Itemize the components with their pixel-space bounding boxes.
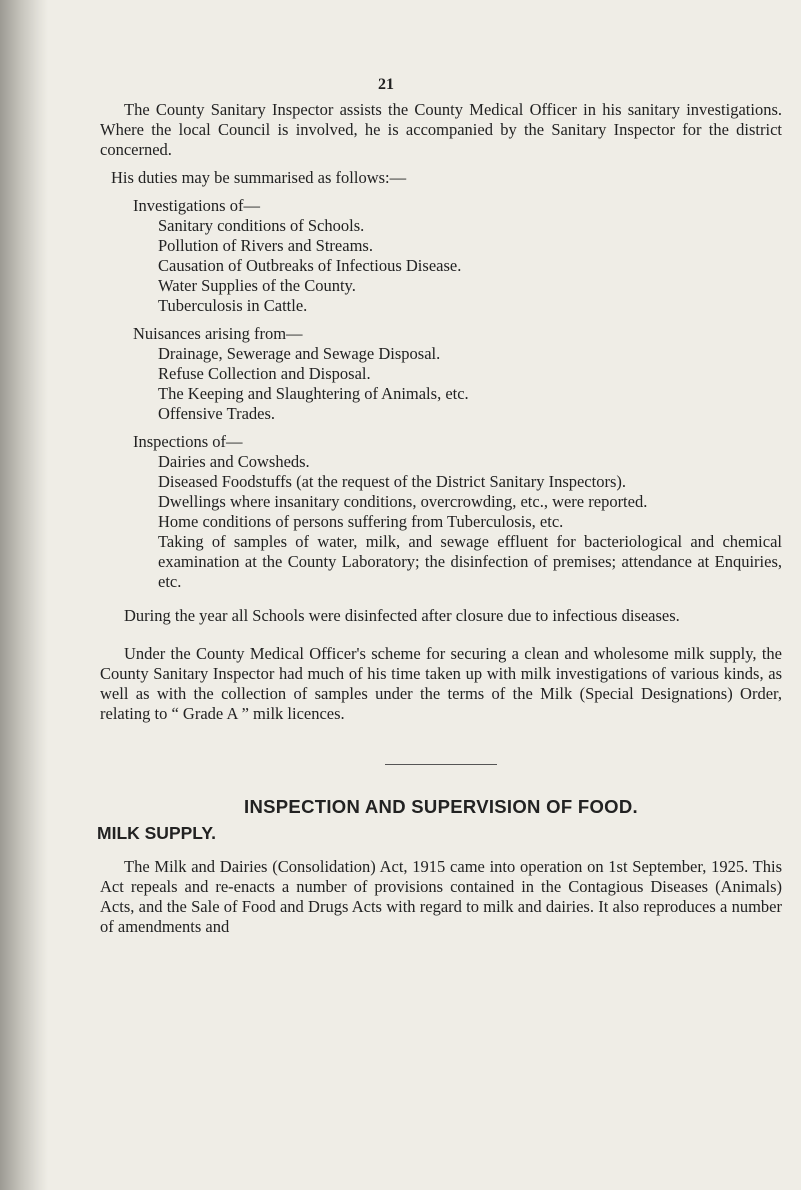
- list-item: Drainage, Sewerage and Sewage Disposal.: [158, 344, 441, 363]
- list-item: Refuse Collection and Disposal.: [158, 364, 371, 383]
- list-item: Diseased Foodstuffs (at the request of the District Sanitary Inspectors).: [158, 472, 627, 491]
- list-item: Sanitary conditions of Schools.: [158, 216, 365, 235]
- list-item: Dairies and Cowsheds.: [158, 452, 310, 471]
- list-item: Pollution of Rivers and Streams.: [158, 236, 373, 255]
- list-item: The Keeping and Slaughtering of Animals, etc.: [158, 384, 469, 403]
- disinfection-paragraph: During the year all Schools were disinfected after closure due to infectious diseases.: [124, 606, 680, 625]
- section-divider: [385, 764, 497, 765]
- milk-act-paragraph: The Milk and Dairies (Consolidation) Act, 1915 came into operation on 1st September, 1925. This Act repeals and re-enacts a number of provisions contained in the Contagious Diseases (Animals) Acts, and the Sale of Food and Drugs Acts with regard to milk and dairies. It also reproduces a number of amendments and: [100, 857, 782, 936]
- scan-binding-shadow: [0, 0, 48, 1190]
- nuisances-heading: Nuisances arising from—: [133, 324, 303, 343]
- document-page: [97, 70, 782, 937]
- list-item: Offensive Trades.: [158, 404, 276, 423]
- section-heading: INSPECTION AND SUPERVISION OF FOOD.: [244, 796, 638, 817]
- intro-paragraph: The County Sanitary Inspector assists the County Medical Officer in his sanitary investigations. Where the local Council is involved, he is accompanied by the Sanitary Inspector for the district concerned.: [100, 100, 782, 159]
- list-item: Water Supplies of the County.: [158, 276, 356, 295]
- list-item: Tuberculosis in Cattle.: [158, 296, 308, 315]
- list-item: Causation of Outbreaks of Infectious Disease.: [158, 256, 462, 275]
- list-item: Home conditions of persons suffering from Tuberculosis, etc.: [158, 512, 564, 531]
- milk-scheme-paragraph: Under the County Medical Officer's scheme for securing a clean and wholesome milk supply, the County Sanitary Inspector had much of his time taken up with milk investigations of various kinds, as well as with the collection of samples under the terms of the Milk (Special Designations) Order, relating to “ Grade A ” milk licences.: [100, 644, 782, 723]
- inspections-heading: Inspections of—: [133, 432, 243, 451]
- page-number: 21: [378, 76, 394, 93]
- subsection-heading: MILK SUPPLY.: [97, 823, 216, 843]
- list-item: Dwellings where insanitary conditions, overcrowding, etc., were reported.: [158, 492, 648, 511]
- duties-intro: His duties may be summarised as follows:—: [111, 168, 407, 187]
- investigations-heading: Investigations of—: [133, 196, 260, 215]
- sampling-paragraph: Taking of samples of water, milk, and sewage effluent for bacteriological and chemical examination at the County Laboratory; the disinfection of premises; attendance at Enquiries, etc.: [158, 532, 782, 591]
